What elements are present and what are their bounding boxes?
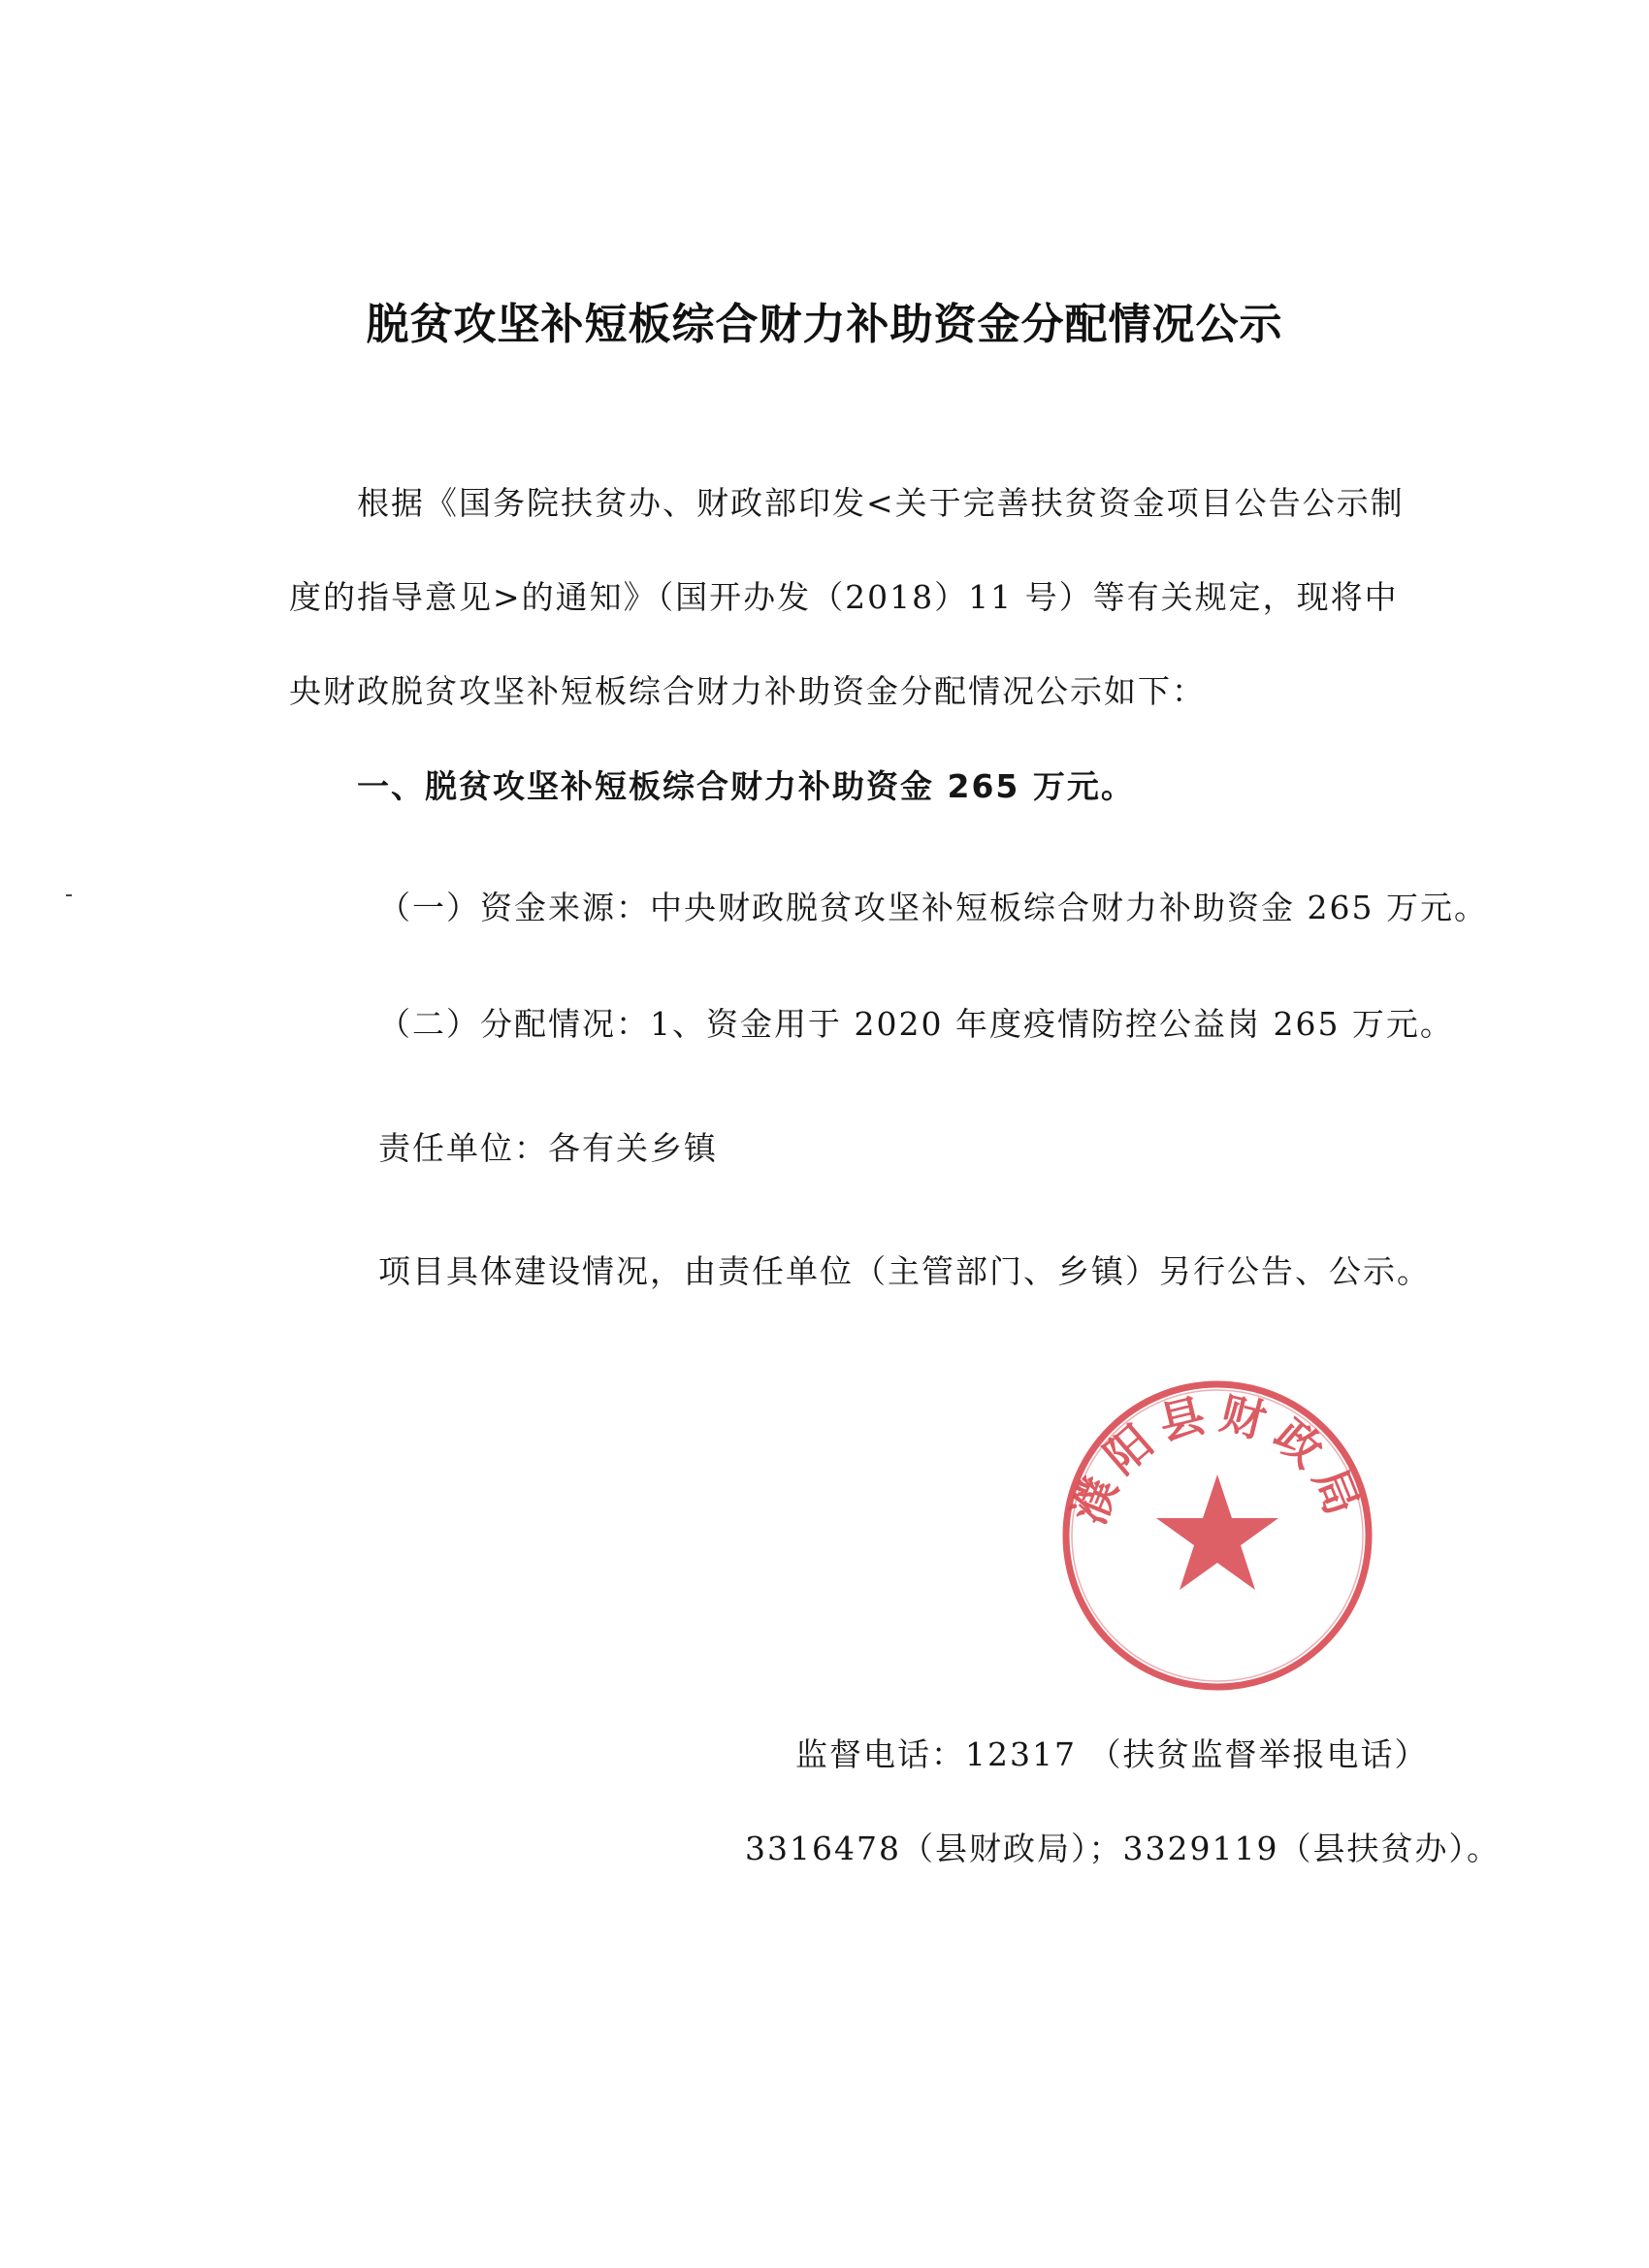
supervision-offices-line: 3316478（县财政局）；3329119（县扶贫办）。 [745, 1830, 1501, 1867]
funding-source-item: （一）资金来源：中央财政脱贫攻坚补短板综合财力补助资金 265 万元。 [378, 889, 1488, 926]
section-heading: 一、脱贫攻坚补短板综合财力补助资金 265 万元。 [357, 767, 1135, 805]
scan-speck [66, 894, 72, 896]
seal-star-icon [1156, 1474, 1278, 1590]
project-note: 项目具体建设情况，由责任单位（主管部门、乡镇）另行公告、公示。 [378, 1252, 1431, 1290]
supervision-phone-line: 监督电话：12317 （扶贫监督举报电话） [795, 1735, 1429, 1773]
responsible-unit: 责任单位：各有关乡镇 [378, 1129, 718, 1167]
allocation-item: （二）分配情况：1、资金用于 2020 年度疫情防控公益岗 265 万元。 [378, 1005, 1454, 1043]
intro-paragraph: 根据《国务院扶贫办、财政部印发<关于完善扶贫资金项目公告公示制度的指导意见>的通知》（国开办发（2018）11 号）等有关规定，现将中央财政脱贫攻坚补短板综合财力补助资金分配情况公示如下： [289, 484, 1405, 710]
official-seal [1057, 1376, 1377, 1696]
document-title: 脱贫攻坚补短板综合财力补助资金分配情况公示 [366, 300, 1283, 349]
seal-text: 濮阳县财政局 [1062, 1386, 1373, 1532]
